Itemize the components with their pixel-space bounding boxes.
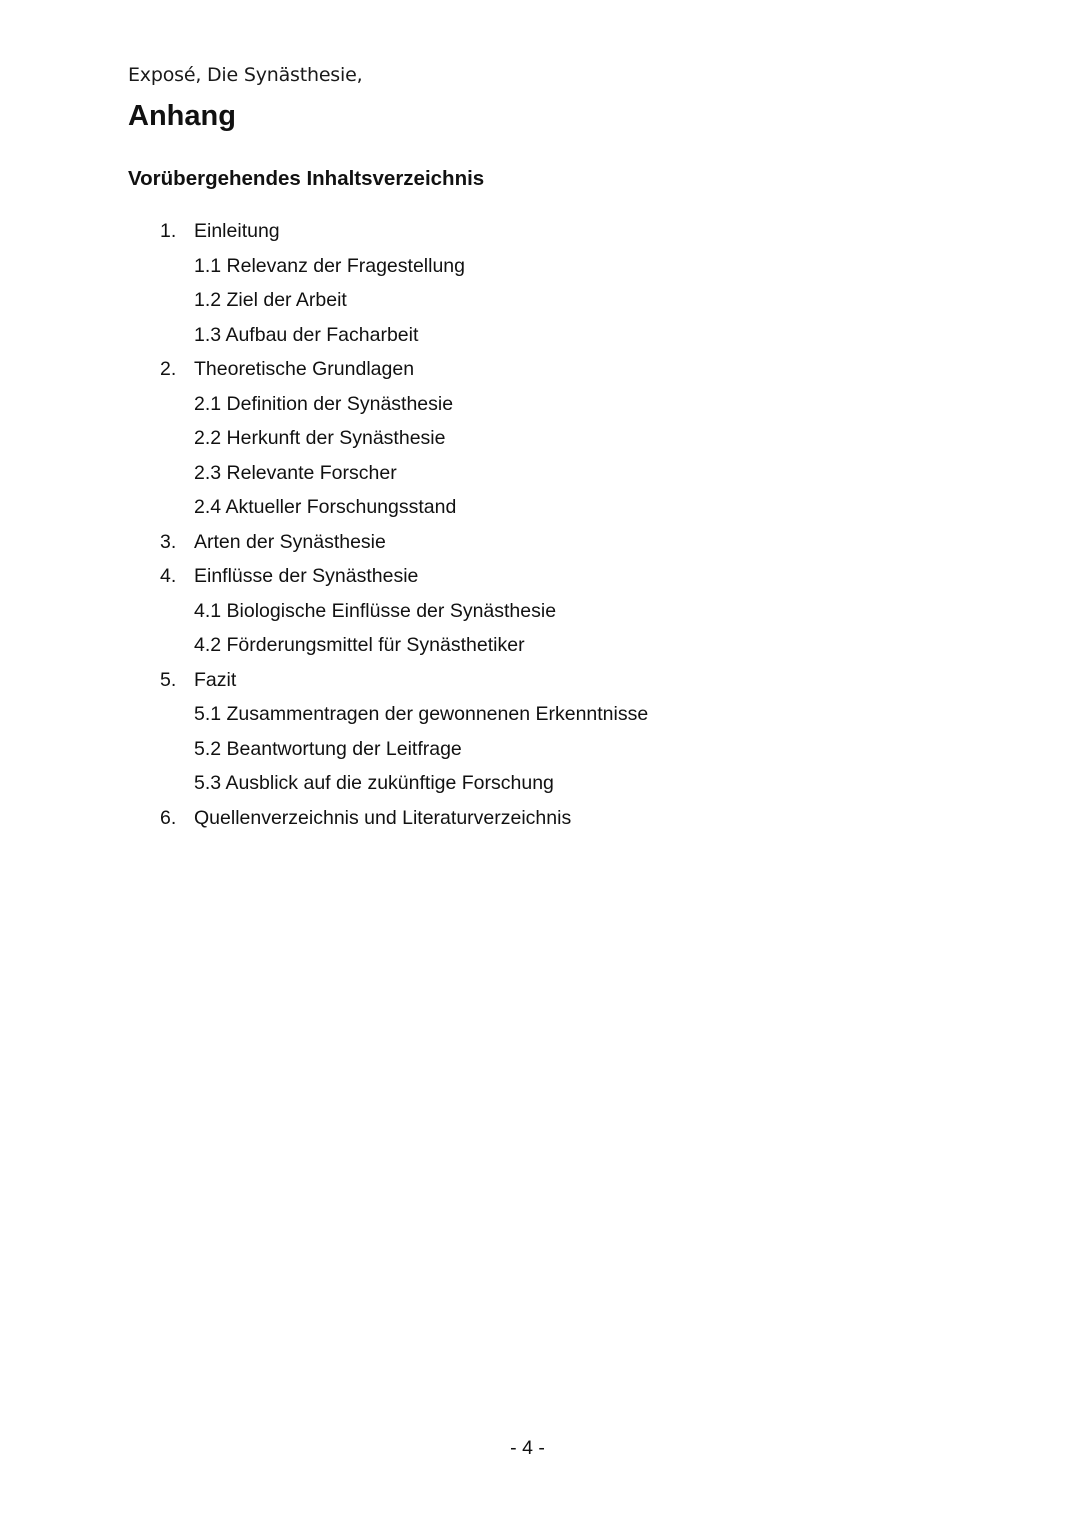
toc-chapter-number: 2.	[160, 358, 177, 380]
toc-chapter	[0, 801, 1080, 836]
toc-chapter-title: Einflüsse der Synästhesie	[194, 565, 419, 587]
toc-section	[0, 697, 1080, 732]
toc-section-title: 4.1 Biologische Einflüsse der Synästhesie	[194, 599, 557, 622]
toc-section	[0, 628, 1080, 663]
toc-chapter	[0, 559, 1080, 594]
toc-chapter-title: Arten der Synästhesie	[194, 530, 386, 553]
toc-section-title: 2.2 Herkunft der Synästhesie	[194, 427, 446, 449]
toc-section-title: 2.3 Relevante Forscher	[194, 461, 397, 484]
toc-section-title: 2.1 Definition der Synästhesie	[194, 392, 454, 415]
toc-chapter	[0, 525, 1080, 560]
toc-chapter-title: Quellenverzeichnis und Literaturverzeichnis	[194, 806, 572, 829]
page-title: Anhang	[128, 100, 236, 132]
toc-chapter	[0, 352, 1080, 387]
toc-section	[0, 249, 1080, 284]
toc-chapter-title: Theoretische Grundlagen	[194, 358, 415, 380]
toc-section-title: 5.2 Beantwortung der Leitfrage	[194, 737, 462, 760]
toc-chapter	[0, 663, 1080, 698]
toc-section	[0, 594, 1080, 629]
toc-section-title: 1.1 Relevanz der Fragestellung	[194, 254, 465, 277]
toc-section	[0, 387, 1080, 422]
toc-section	[0, 283, 1080, 318]
running-header: Exposé, Die Synästhesie,	[128, 64, 363, 86]
toc-chapter-title: Fazit	[194, 668, 237, 691]
toc-chapter-title: Einleitung	[194, 220, 280, 242]
toc-heading: Vorübergehendes Inhaltsverzeichnis	[128, 167, 485, 190]
toc-section	[0, 421, 1080, 456]
toc-section-title: 5.3 Ausblick auf die zukünftige Forschung	[194, 772, 554, 794]
toc-section	[0, 456, 1080, 491]
toc-section-title: 1.3 Aufbau der Facharbeit	[194, 323, 419, 346]
toc-section-title: 1.2 Ziel der Arbeit	[194, 289, 347, 311]
table-of-contents	[0, 214, 1080, 835]
toc-section	[0, 766, 1080, 801]
toc-section	[0, 318, 1080, 353]
toc-section-title: 2.4 Aktueller Forschungsstand	[194, 496, 457, 518]
toc-chapter-number: 4.	[160, 565, 177, 587]
toc-chapter	[0, 214, 1080, 249]
toc-section	[0, 490, 1080, 525]
toc-chapter-number: 3.	[160, 530, 177, 553]
page-number: - 4 -	[510, 1437, 545, 1459]
toc-chapter-number: 6.	[160, 806, 177, 829]
toc-section-title: 4.2 Förderungsmittel für Synästhetiker	[194, 634, 525, 656]
toc-section	[0, 732, 1080, 767]
toc-section-title: 5.1 Zusammentragen der gewonnenen Erkenntnisse	[194, 703, 649, 725]
toc-chapter-number: 1.	[160, 220, 177, 242]
toc-chapter-number: 5.	[160, 668, 177, 691]
